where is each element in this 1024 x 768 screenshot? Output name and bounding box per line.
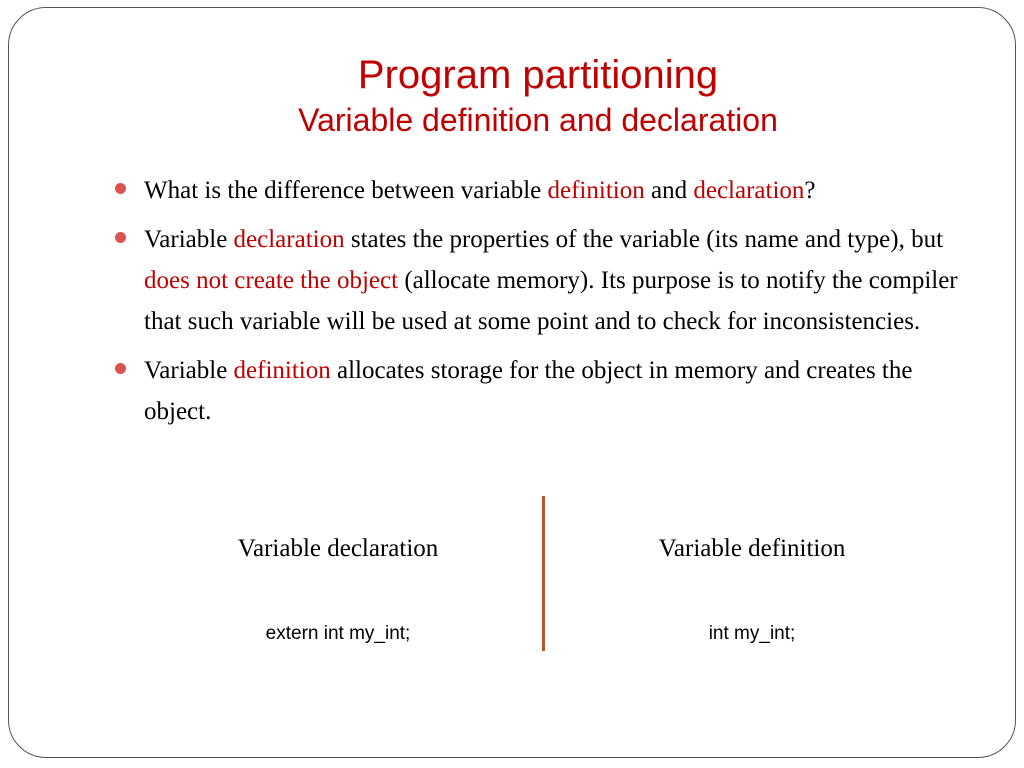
definition-heading: Variable definition <box>658 535 846 562</box>
highlight-run: declaration <box>233 226 345 253</box>
highlight-run: definition <box>233 357 331 384</box>
highlight-run: definition <box>547 177 645 204</box>
text-run: allocates storage for the object in memory and creates the object. <box>144 357 913 425</box>
bullet-item <box>112 350 972 432</box>
slide-title <box>0 52 1024 142</box>
text-run: Variable <box>144 357 234 384</box>
text-run: What is the difference between variable <box>144 177 548 204</box>
text-run: states the properties of the variable (its name and type), but <box>344 226 944 253</box>
bullet-text <box>144 226 958 335</box>
bullet-dot-icon <box>115 183 126 194</box>
definition-code: int my_int; <box>708 623 796 644</box>
text-run: and <box>644 177 694 204</box>
bullet-dot-icon <box>115 232 126 243</box>
bullet-list <box>112 170 972 440</box>
column-divider <box>542 496 545 651</box>
text-run: ? <box>804 177 816 204</box>
text-run: Variable <box>144 226 234 253</box>
title-main: Program partitioning <box>357 53 719 97</box>
bullet-text <box>144 357 912 425</box>
declaration-code: extern int my_int; <box>265 623 411 644</box>
highlight-run: declaration <box>693 177 805 204</box>
bullet-text <box>144 177 816 204</box>
declaration-heading: Variable declaration <box>237 535 439 562</box>
bullet-item <box>112 219 972 342</box>
text-run: (allocate memory). Its purpose is to notify the compiler that such variable will be used at some point and to check for inconsistencies. <box>144 267 958 335</box>
highlight-run: does not create the object <box>144 267 399 294</box>
bullet-item <box>112 170 972 211</box>
title-subtitle: Variable definition and declaration <box>298 102 778 138</box>
bullet-dot-icon <box>115 363 126 374</box>
